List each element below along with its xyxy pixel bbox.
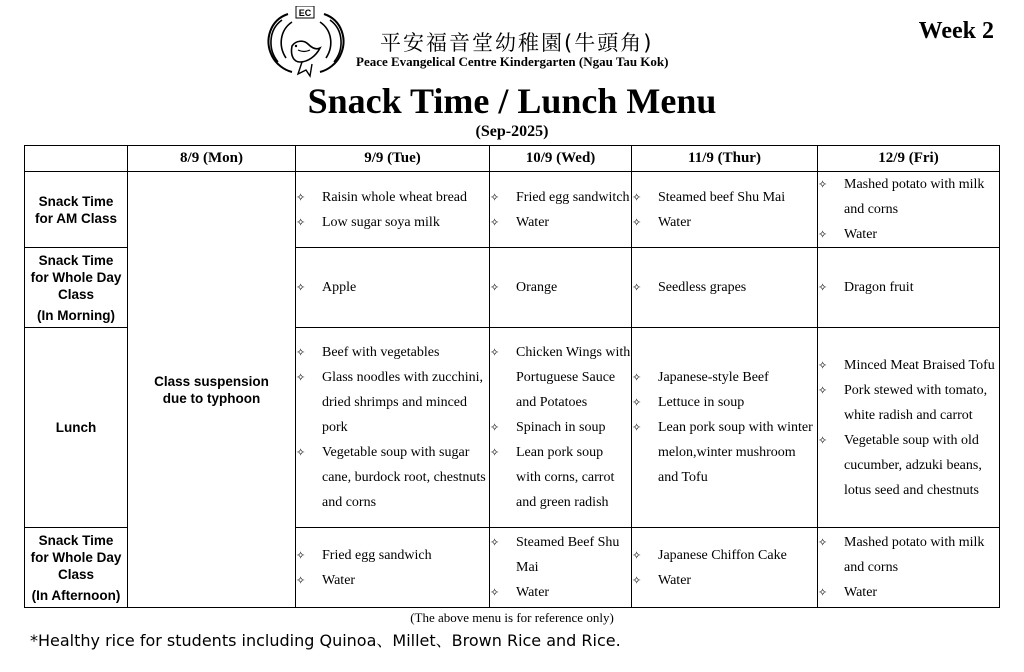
header-row [25,146,1000,172]
sparkle-bullet-icon: ✧ [296,548,306,562]
menu-item [296,365,489,440]
row-header-line: Class [57,566,95,582]
sparkle-bullet-icon: ✧ [818,383,828,397]
row-header-line: Snack Time [38,193,114,209]
row-header [25,328,128,528]
menu-item-list [296,543,489,593]
menu-item-list [490,185,631,235]
menu-item [490,530,631,580]
row-header-line: Snack Time [38,532,114,548]
sparkle-bullet-icon: ✧ [632,548,642,562]
menu-cell [490,528,632,608]
row-header-line: for AM Class [34,210,117,226]
menu-cell [632,528,818,608]
menu-cell [818,528,1000,608]
row-header-line: for Whole Day [30,549,122,565]
sparkle-bullet-icon: ✧ [818,281,828,294]
row-header-sub: (In Afternoon) [31,587,121,603]
menu-item-list [818,275,999,300]
sparkle-bullet-icon: ✧ [490,421,500,434]
menu-item-list [632,365,817,490]
sparkle-bullet-icon: ✧ [632,573,642,587]
school-name-english: Peace Evangelical Centre Kindergarten (Ngau Tau Kok) [356,54,669,69]
menu-item [818,428,999,503]
column-header: 10/9 (Wed) [490,146,632,172]
menu-item [818,530,999,580]
menu-item-text: Vegetable soup with old cucumber, adzuki beans, lotus seed and chestnuts [844,432,982,498]
menu-table [24,145,1000,608]
menu-item [818,275,999,300]
menu-item [490,185,631,210]
column-header: 12/9 (Fri) [818,146,1000,172]
sparkle-bullet-icon: ✧ [296,446,306,459]
sparkle-bullet-icon: ✧ [296,215,306,229]
menu-item [632,210,817,235]
dove-emblem-icon [258,6,354,82]
menu-item [296,185,489,210]
sparkle-bullet-icon: ✧ [632,421,642,434]
menu-item-list [818,530,999,605]
menu-item-text: Beef with vegetables [322,345,440,360]
menu-item-list [818,353,999,503]
menu-item-list [296,275,489,300]
menu-cell [632,328,818,528]
menu-item-list [632,543,817,593]
sparkle-bullet-icon: ✧ [818,358,828,372]
menu-cell [632,172,818,248]
menu-item-text: Water [844,585,878,600]
menu-item-text: Raisin whole wheat bread [322,189,468,205]
menu-cell [296,172,490,248]
column-header: 8/9 (Mon) [128,146,296,172]
menu-cell [818,172,1000,248]
menu-item [818,353,999,378]
menu-item [296,543,489,568]
sparkle-bullet-icon: ✧ [490,190,500,204]
suspension-note-line: due to typhoon [162,390,261,406]
menu-item [490,275,631,300]
menu-cell [490,328,632,528]
menu-item [818,378,999,428]
menu-item-list [632,275,817,300]
sparkle-bullet-icon: ✧ [490,281,500,294]
menu-item [632,390,817,415]
menu-item-text: Orange [516,280,558,295]
sparkle-bullet-icon: ✧ [296,371,306,384]
school-name-chinese: 平安福音堂幼稚園(牛頭角) [380,31,654,55]
menu-item-text: Lettuce in soup [658,395,745,410]
sparkle-bullet-icon: ✧ [818,433,828,447]
menu-period: (Sep-2025) [475,123,549,140]
menu-cell [296,528,490,608]
row-header-line: Snack Time [38,252,114,268]
menu-item-text: Dragon fruit [844,280,914,295]
menu-item-text: Spinach in soup [516,420,606,435]
menu-cell [818,328,1000,528]
sparkle-bullet-icon: ✧ [818,536,828,549]
sparkle-bullet-icon: ✧ [632,396,642,409]
menu-cell [632,248,818,328]
sparkle-bullet-icon: ✧ [296,346,306,359]
logo-text: EC [298,8,312,18]
menu-item-list [632,185,817,235]
menu-item [818,172,999,222]
menu-item [490,415,631,440]
menu-item [490,440,631,515]
menu-item-list [296,340,489,515]
menu-cell [490,172,632,248]
sparkle-bullet-icon: ✧ [490,536,500,549]
menu-row [25,172,1000,248]
menu-item [632,568,817,593]
row-header [25,248,128,328]
menu-item-text: Fried egg sandwich [322,547,432,563]
menu-item-text: Seedless grapes [658,280,747,295]
suspension-note-line: Class suspension [154,373,269,389]
reference-note: (The above menu is for reference only) [410,610,614,625]
sparkle-bullet-icon: ✧ [818,228,828,241]
school-logo [258,6,354,82]
menu-item-text: Lean pork soup with winter melon,winter mushroom and Tofu [658,420,813,485]
menu-item-text: Fried egg sandwitch [516,189,630,205]
menu-item [296,340,489,365]
menu-item-text: Lean pork soup with corns, carrot and green radish [516,445,615,510]
row-header [25,172,128,248]
menu-item [296,210,489,235]
menu-item [632,365,817,390]
menu-item [632,543,817,568]
menu-item-list [490,275,631,300]
menu-item-list [818,172,999,247]
menu-item-text: Mashed potato with milk and corns [844,535,985,575]
menu-item-text: Vegetable soup with sugar cane, burdock root, chestnuts and corns [322,445,486,510]
sparkle-bullet-icon: ✧ [818,586,828,599]
sparkle-bullet-icon: ✧ [632,371,642,384]
menu-item [632,415,817,490]
menu-item [632,185,817,210]
menu-item-text: Japanese Chiffon Cake [658,547,787,563]
menu-item-text: Apple [322,280,357,295]
menu-item [490,210,631,235]
menu-item-text: Water [516,585,550,600]
menu-item-text: Pork stewed with tomato, white radish and carrot [844,382,988,423]
column-header: 9/9 (Tue) [296,146,490,172]
menu-item-text: Water [322,572,356,588]
footer-note: *Healthy rice for students including Quinoa、Millet、Brown Rice and Rice. [30,631,621,650]
row-header [25,528,128,608]
row-header-line: Lunch [55,420,97,435]
sparkle-bullet-icon: ✧ [632,281,642,294]
sparkle-bullet-icon: ✧ [296,573,306,587]
sparkle-bullet-icon: ✧ [296,190,306,204]
menu-item-list [296,185,489,235]
menu-item-list [490,530,631,605]
row-header-line: for Whole Day [30,269,122,285]
menu-item [818,222,999,247]
menu-item-text: Steamed Beef Shu Mai [516,535,620,575]
menu-item-text: Chicken Wings with Portuguese Sauce and Potatoes [516,345,631,410]
menu-item-text: Water [658,572,692,588]
menu-item-list [490,340,631,515]
menu-cell [818,248,1000,328]
week-label: Week 2 [918,18,994,44]
menu-title: Snack Time / Lunch Menu [307,81,717,121]
row-header-line: Class [57,286,95,302]
menu-item-text: Water [516,214,550,230]
menu-item-text: Water [844,227,878,242]
menu-cell [296,248,490,328]
menu-item [818,580,999,605]
sparkle-bullet-icon: ✧ [490,346,500,359]
menu-item-text: Low sugar soya milk [322,214,440,230]
menu-item-text: Japanese-style Beef [658,370,769,385]
menu-item-text: Steamed beef Shu Mai [658,189,786,205]
menu-cell [296,328,490,528]
menu-item [296,440,489,515]
sparkle-bullet-icon: ✧ [632,190,642,204]
menu-item-text: Water [658,214,692,230]
menu-item [490,340,631,415]
sparkle-bullet-icon: ✧ [490,586,500,599]
column-header: 11/9 (Thur) [632,146,818,172]
menu-item [296,568,489,593]
menu-item [632,275,817,300]
menu-cell [490,248,632,328]
sparkle-bullet-icon: ✧ [490,446,500,459]
corner-cell [25,146,128,172]
menu-item [490,580,631,605]
menu-item-text: Glass noodles with zucchini, dried shrimps and minced pork [322,370,483,435]
menu-item-text: Minced Meat Braised Tofu [844,357,995,373]
sparkle-bullet-icon: ✧ [490,215,500,229]
monday-suspension-cell [128,172,296,608]
sparkle-bullet-icon: ✧ [818,178,828,191]
sparkle-bullet-icon: ✧ [632,215,642,229]
menu-item [296,275,489,300]
sparkle-bullet-icon: ✧ [296,281,306,294]
menu-item-text: Mashed potato with milk and corns [844,177,985,217]
row-header-sub: (In Morning) [37,307,115,323]
